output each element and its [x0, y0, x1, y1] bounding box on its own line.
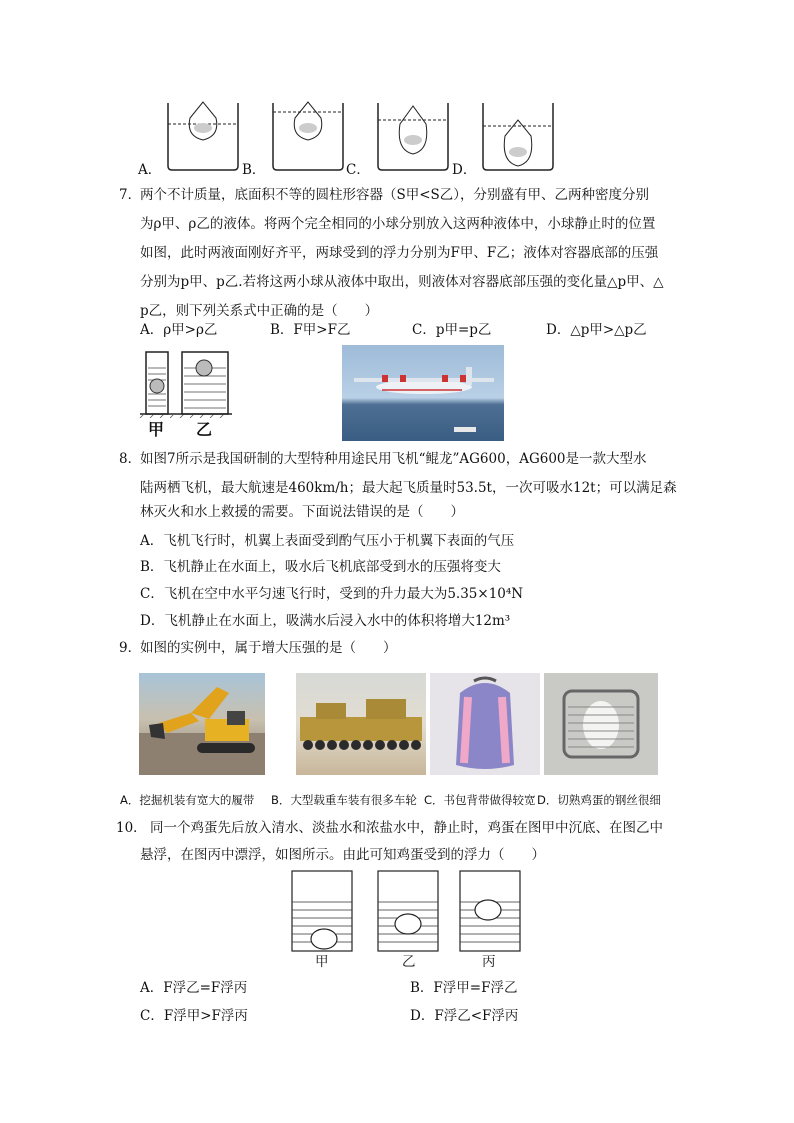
- option-a: A．F浮乙=F浮丙: [140, 980, 248, 996]
- containers-diagram: [136, 348, 236, 418]
- backpack-icon: [430, 673, 540, 775]
- caption-b: B．大型载重车装有很多车轮: [271, 793, 417, 807]
- question-text: 悬浮，在图丙中漂浮，如图所示。由此可知鸡蛋受到的浮力（ ）: [140, 847, 545, 863]
- fig-label-b: B．: [242, 162, 266, 178]
- beaker-yi: [378, 871, 438, 951]
- option-c: C．p甲=p乙: [412, 322, 492, 338]
- caption-d: D．切熟鸡蛋的钢丝很细: [537, 793, 661, 807]
- seaplane-photo: [342, 345, 504, 441]
- option-a: A．ρ甲>ρ乙: [140, 322, 218, 338]
- beaker-d: [483, 103, 553, 170]
- fig-label-a: A．: [138, 162, 162, 178]
- beaker-a: [168, 102, 238, 170]
- beaker-label-yi: 乙: [402, 954, 416, 970]
- beaker-b: [273, 102, 343, 170]
- question-text: 两个不计质量，底面积不等的圆柱形容器（S甲<S乙），分别盛有甲、乙两种密度分别: [140, 187, 650, 203]
- question-text: 如图7所示是我国研制的大型特种用途民用飞机“鲲龙”AG600，AG600是一款大型水: [140, 451, 647, 467]
- option-d: D．F浮乙<F浮丙: [410, 1008, 519, 1024]
- beaker-jia: [292, 871, 352, 951]
- question-text: 如图的实例中，属于增大压强的是（ ）: [140, 640, 397, 656]
- question-text: 林灭火和水上救援的需要。下面说法错误的是（ ）: [140, 504, 464, 520]
- option-b: B．F甲>F乙: [270, 322, 351, 338]
- truck-icon: [296, 673, 426, 775]
- question-number: 7．: [119, 187, 142, 203]
- caption-a: A．挖掘机装有宽大的履带: [120, 793, 255, 807]
- excavator-photo: [139, 673, 265, 775]
- question-text: 如图，此时两液面刚好齐平，两球受到的浮力分别为F甲、F乙；液体对容器底部的压强: [140, 245, 659, 261]
- seaplane-icon: [342, 345, 504, 441]
- question-text: p乙，则下列关系式中正确的是（ ）: [140, 303, 379, 319]
- question-text: 分别为p甲、p乙.若将这两小球从液体中取出，则液体对容器底部压强的变化量△p甲、△: [140, 274, 664, 290]
- egg-slicer-photo: [544, 673, 658, 775]
- option-d: D．△p甲>△p乙: [546, 322, 647, 338]
- option-d: D．飞机静止在水面上，吸满水后浸入水中的体积将增大12m³: [140, 613, 511, 629]
- option-c: C．F浮甲>F浮丙: [140, 1008, 248, 1024]
- question-text: 陆两栖飞机，最大航速是460km/h；最大起飞质量时53.5t，一次可吸水12t；可以满足森: [140, 480, 677, 496]
- question-number: 8．: [119, 451, 142, 467]
- caption-c: C．书包背带做得较宽: [424, 793, 536, 807]
- backpack-photo: [430, 673, 540, 775]
- beaker-c: [378, 103, 448, 170]
- egg-beakers-diagram: [290, 870, 526, 952]
- beaker-label-jia: 甲: [315, 954, 329, 970]
- question-number: 9．: [119, 640, 142, 656]
- fig-label-c: C．: [346, 162, 370, 178]
- heavy-truck-photo: [296, 673, 426, 775]
- beaker-label-bing: 丙: [482, 954, 496, 970]
- container-label-jia: 甲: [148, 420, 165, 439]
- excavator-icon: [139, 673, 265, 775]
- container-label-yi: 乙: [196, 420, 213, 439]
- option-b: B．F浮甲=F浮乙: [410, 980, 518, 996]
- option-c: C．飞机在空中水平匀速飞行时，受到的升力最大为5.35×10⁴N: [140, 586, 524, 602]
- option-b: B．飞机静止在水面上，吸水后飞机底部受到水的压强将变大: [140, 559, 501, 575]
- question-text: 为ρ甲、ρ乙的液体。将两个完全相同的小球分别放入这两种液体中，小球静止时的位置: [140, 216, 656, 232]
- question-number: 10．: [116, 820, 147, 836]
- question-text: 同一个鸡蛋先后放入清水、淡盐水和浓盐水中，静止时，鸡蛋在图甲中沉底、在图乙中: [150, 820, 663, 836]
- beaker-diagrams: [160, 98, 560, 172]
- fig-label-d: D．: [452, 162, 477, 178]
- beaker-bing: [460, 871, 520, 951]
- egg-slicer-icon: [544, 673, 658, 775]
- option-a: A．飞机飞行时，机翼上表面受到酌气压小于机翼下表面的气压: [140, 533, 515, 549]
